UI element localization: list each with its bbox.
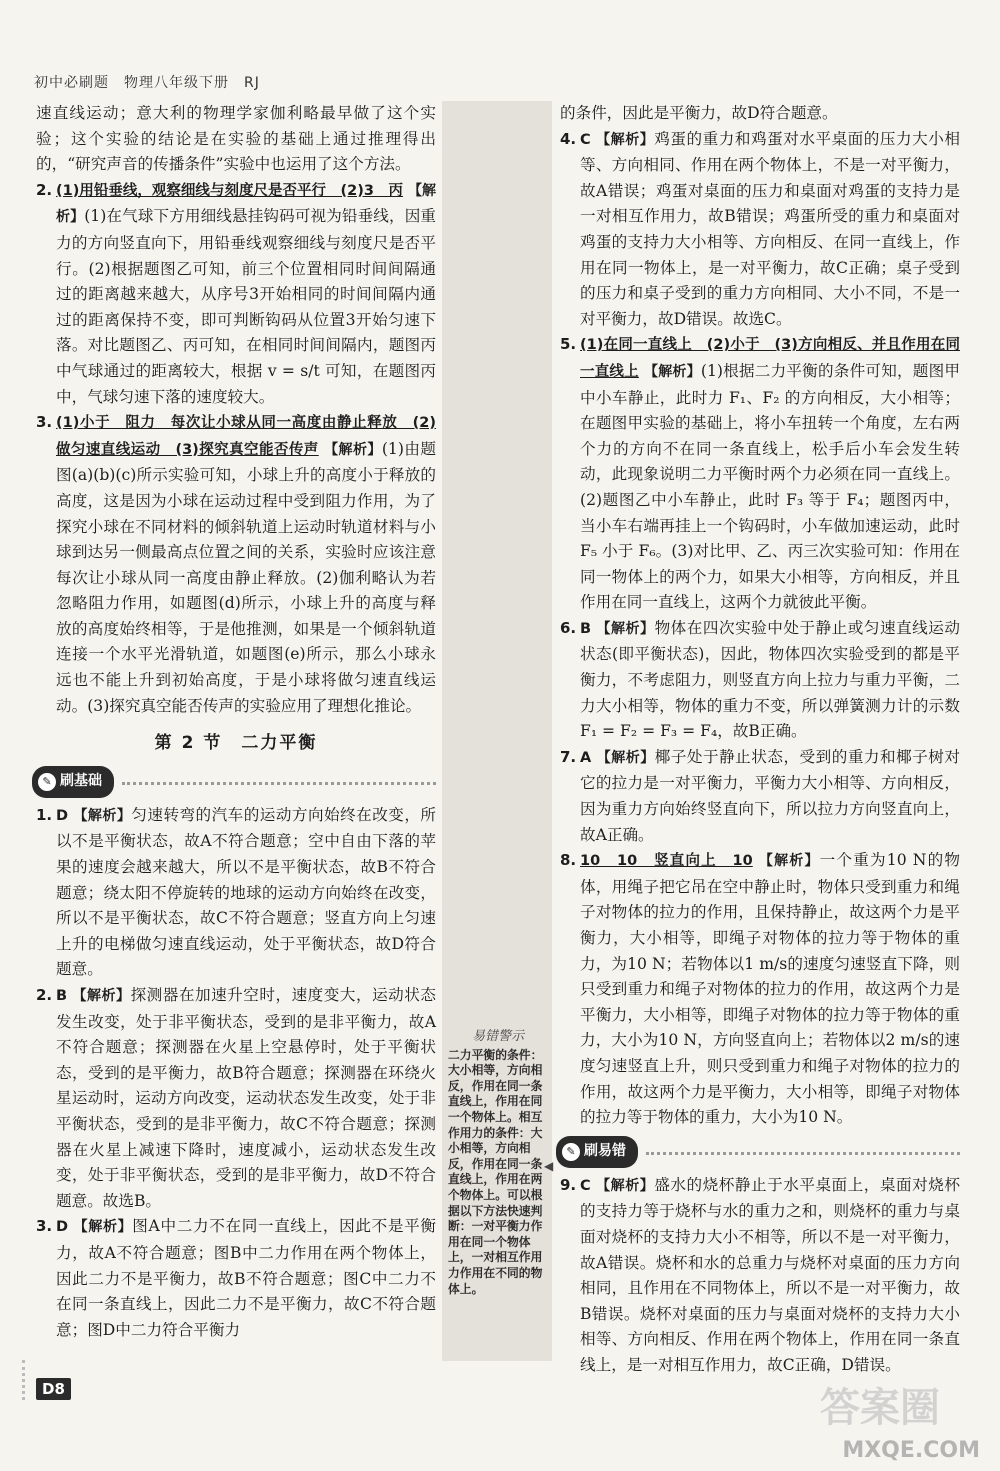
answer: B bbox=[56, 988, 68, 1004]
analysis-text: (1)根据二力平衡的条件可知，题图甲中小车静止，此时力 F₁、F₂ 的方向相反，大小相等；在题图甲实验的基础上，将小车扭转一个角度，左右两个力的方向不在同一条直线上，松手后小车会发生转动，此现象说明二力平衡时两个力必须在同一直线上。(2)题图乙中小车静止，此时 F₃ 等于 F₄；题图丙中，当小车右端再挂上一个钩码时，小车做加速运动，此时 F₅ 小于 F₆。(3)对比甲、乙、丙三次实验可知：作用在同一物体上的两个力，如果大小相等，方向相反，并且作用在同一直线上，这两个力就彼此平衡。 bbox=[580, 361, 960, 612]
question-number: 3. bbox=[36, 1217, 53, 1236]
pen-icon: ✎ bbox=[38, 773, 56, 791]
answer: (1)小于 阻力 每次让小球从同一高度由静止释放 (2)做匀速直线运动 (3)探究真空能否传声 bbox=[56, 415, 436, 458]
analysis-text: (1)由题图(a)(b)(c)所示实验可知，小球上升的高度小于释放的高度，这是因为小球在运动过程中受到阻力作用，为了探究小球在不同材料的倾斜轨道上运动时轨道材料与小球到达另一侧最高点位置之间的关系，实验时应该注意每次让小球从同一高度由静止释放。(2)伽利略认为若忽略阻力作用，如题图(d)所示，小球上升的高度与释放的高度始终相等，于是他推测，如果是一个倾斜轨道连接一个水平光滑轨道，如题图(e)所示，那么小球永远也不能上升到初始高度，于是小球将做匀速直线运动。(3)探究真空能否传声的实验应用了理想化推论。 bbox=[56, 439, 436, 715]
section-title: 第 2 节 二力平衡 bbox=[154, 733, 318, 754]
badge-pill bbox=[556, 1136, 638, 1168]
analysis-tag: 【解析】 bbox=[644, 363, 701, 380]
watermark-url: MXQE.COM bbox=[842, 1438, 980, 1463]
answer: D bbox=[56, 807, 69, 824]
question-number: 2. bbox=[36, 986, 53, 1004]
analysis-tag: 【解析】 bbox=[596, 131, 655, 148]
answer: B bbox=[580, 620, 592, 637]
badge-label: 刷易错 bbox=[584, 1142, 626, 1159]
analysis-tag: 【解析】 bbox=[72, 988, 131, 1004]
question-number: 1. bbox=[36, 805, 53, 824]
badge-pill bbox=[32, 766, 114, 798]
question-number: 6. bbox=[560, 618, 577, 637]
badge-label: 刷基础 bbox=[60, 773, 102, 790]
watermark-logo: 答案圈 bbox=[820, 1385, 940, 1431]
question-number: 8. bbox=[560, 851, 577, 870]
answer: C bbox=[580, 1177, 591, 1194]
question-2b bbox=[36, 983, 436, 1214]
analysis-tag: 【解析】 bbox=[596, 749, 655, 766]
question-number: 3. bbox=[36, 413, 53, 432]
analysis-tag: 【解析】 bbox=[73, 1219, 133, 1236]
error-warning-note bbox=[448, 1029, 548, 1297]
answer: C bbox=[580, 131, 591, 148]
page-number-dots bbox=[22, 1360, 37, 1400]
analysis-text: 盛水的烧杯静止于水平桌面上，桌面对烧杯的支持力等于烧杯与水的重力之和，则烧杯的重力与桌面对烧杯的支持力大小不相等，所以不是一对平衡力，故A错误。烧杯和水的总重力与烧杯对桌面的压力方向相同，且作用在不同物体上，所以不是一对平衡力，故B错误。烧杯对桌面的压力与桌面对烧杯的支持力大小相等、方向相反、作用在两个物体上，作用在同一条直线上，是一对相互作用力，故C正确，D错误。 bbox=[580, 1175, 960, 1374]
question-4 bbox=[560, 127, 960, 333]
analysis-text: 一个重为10 N的物体，用绳子把它吊在空中静止时，物体只受到重力和绳子对物体的拉力的作用，且保持静止，故这两个力是平衡力，大小相等，即绳子对物体的拉力等于物体的重力，为10 N；若物体以1 m/s的速度匀速竖直下降，则只受到重力和绳子对物体的拉力的作用，故这两个力是平衡力，大小相等，即绳子对物体的拉力等于物体的重力，大小为10 N，方向竖直向上；若物体以2 m/s的速度匀速竖直上升，则只受到重力和绳子对物体的拉力的作用，故这两个力是平衡力，大小相等，即绳子对物体的拉力等于物体的重力，大小为10 N。 bbox=[580, 851, 961, 1127]
answer: (1)在同一直线上 (2)小于 (3)方向相反、并且作用在同一直线上 bbox=[580, 337, 960, 380]
question-number: 5. bbox=[560, 335, 577, 354]
page-header: 初中必刷题 物理八年级下册 RJ bbox=[34, 75, 260, 91]
question-6 bbox=[560, 616, 960, 745]
pen-icon: ✎ bbox=[562, 1143, 580, 1161]
answer: 10 10 竖直向上 10 bbox=[580, 853, 753, 870]
analysis-tag: 【解析】 bbox=[758, 853, 820, 870]
analysis-tag: 【解析】 bbox=[596, 1177, 655, 1194]
right-intro: 的条件，因此是平衡力，故D符合题意。 bbox=[560, 104, 838, 122]
left-column bbox=[36, 101, 436, 1343]
question-5 bbox=[560, 332, 960, 616]
question-8 bbox=[560, 848, 960, 1131]
answer: A bbox=[580, 749, 592, 766]
sidebar-panel bbox=[442, 101, 552, 1361]
answer: (1)用铅垂线，观察细线与刻度尺是否平行 (2)3 丙 bbox=[56, 182, 404, 199]
question-number: 7. bbox=[560, 747, 577, 766]
question-9 bbox=[560, 1173, 960, 1379]
analysis-text: 鸡蛋的重力和鸡蛋对水平桌面的压力大小相等、方向相同、作用在两个物体上，不是一对平衡力，故A错误；鸡蛋对桌面的压力和桌面对鸡蛋的支持力是一对相互作用力，故B错误；鸡蛋所受的重力和桌面对鸡蛋的支持力大小相等、方向相反、在同一直线上，作用在同一物体上，是一对平衡力，故C正确；桌子受到的压力和桌子受到的重力方向相同、大小不同，不是一对平衡力，故D错误。故选C。 bbox=[580, 129, 960, 328]
analysis-text: (1)在气球下方用细线悬挂钩码可视为铅垂线，因重力的方向竖直向下，用铅垂线观察细线与刻度尺是否平行。(2)根据题图乙可知，前三个位置相同时间间隔通过的距离越来越大，从序号3开始相同的时间间隔内通过的距离保持不变，即可判断钩码从位置3开始匀速下落。对比题图乙、丙可知，在相同时间间隔内，题图丙中气球通过的距离较大，根据 v = s/t 可知，在题图丙中，气球匀速下落的速度较大。 bbox=[56, 207, 437, 406]
analysis-text: 匀速转弯的汽车的运动方向始终在改变，所以不是平衡状态，故A不符合题意；空中自由下落的苹果的速度会越来越大，所以不是平衡状态，故B不符合题意；绕太阳不停旋转的地球的运动方向始终在改变，所以不是平衡状态，故C不符合题意；竖直方向上匀速上升的电梯做匀速直线运动，处于平衡状态，故D符合题意。 bbox=[56, 805, 436, 979]
question-number: 4. bbox=[560, 129, 577, 148]
note-title: 易错警示 bbox=[471, 1029, 524, 1044]
badge-error-prone bbox=[556, 1137, 960, 1167]
analysis-tag: 【解析】 bbox=[73, 807, 132, 824]
analysis-text: 图A中二力不在同一直线上，因此不是平衡力，故A不符合题意；图B中二力作用在两个物体上，因此二力不是平衡力，故B不符合题意；图C中二力不在同一条直线上，因此二力不是平衡力，故C不符合题意；图D中二力符合平衡力 bbox=[56, 1217, 437, 1339]
question-2 bbox=[36, 178, 436, 410]
page-number: D8 bbox=[36, 1378, 71, 1400]
analysis-text: 椰子处于静止状态，受到的重力和椰子树对它的拉力是一对平衡力，平衡力大小相等、方向相反，因为重力方向始终竖直向下，所以拉力方向竖直向上，故A正确。 bbox=[580, 747, 960, 844]
pointer-arrow-icon: ◀ bbox=[544, 1159, 554, 1173]
question-3b bbox=[36, 1214, 436, 1343]
question-7 bbox=[560, 745, 960, 848]
right-column bbox=[560, 101, 960, 1379]
question-number: 9. bbox=[560, 1175, 577, 1194]
question-number: 2. bbox=[36, 180, 53, 199]
analysis-text: 探测器在加速升空时，速度变大，运动状态发生改变，处于非平衡状态，受到的是非平衡力，故A不符合题意；探测器在火星上空悬停时，处于平衡状态，受到的是平衡力，故B符合题意；探测器在环绕火星运动时，运动方向改变，运动状态发生改变，处于非平衡状态，受到的是非平衡力，故C不符合题意；探测器在火星上减速下降时，速度减小，运动状态发生改变，处于非平衡状态，受到的是非平衡力，故D不符合题意。故选B。 bbox=[56, 986, 436, 1210]
analysis-tag: 【解析】 bbox=[596, 620, 655, 637]
question-1b bbox=[36, 803, 436, 983]
answer: D bbox=[56, 1219, 69, 1236]
badge-basic bbox=[32, 767, 436, 797]
dotted-divider bbox=[646, 1152, 960, 1155]
note-text: 二力平衡的条件：大小相等，方向相反，作用在同一条直线上，作用在同一个物体上。相互作用力的条件：大小相等，方向相反，作用在同一条直线上，作用在两个物体上。可以根据以下方法快速判断：一对平衡力作用在同一个物体上，一对相互作用力作用在不同的物体上。 bbox=[448, 1047, 543, 1296]
dotted-divider bbox=[122, 782, 436, 785]
analysis-tag: 【解析】 bbox=[324, 441, 382, 458]
question-3 bbox=[36, 410, 436, 719]
analysis-text: 物体在四次实验中处于静止或匀速直线运动状态(即平衡状态)，因此，物体四次实验受到的都是平衡力，不考虑阻力，则竖直方向上拉力与重力平衡，二力大小相等，物体的重力不变，所以弹簧测力计的示数 F₁ = F₂ = F₃ = F₄，故B正确。 bbox=[580, 618, 960, 741]
analysis-tag: 【解析】 bbox=[56, 182, 436, 226]
left-intro: 速直线运动；意大利的物理学家伽利略最早做了这个实验；这个实验的结论是在实验的基础上通过推理得出的，“研究声音的传播条件”实验中也运用了这个方法。 bbox=[36, 104, 436, 174]
